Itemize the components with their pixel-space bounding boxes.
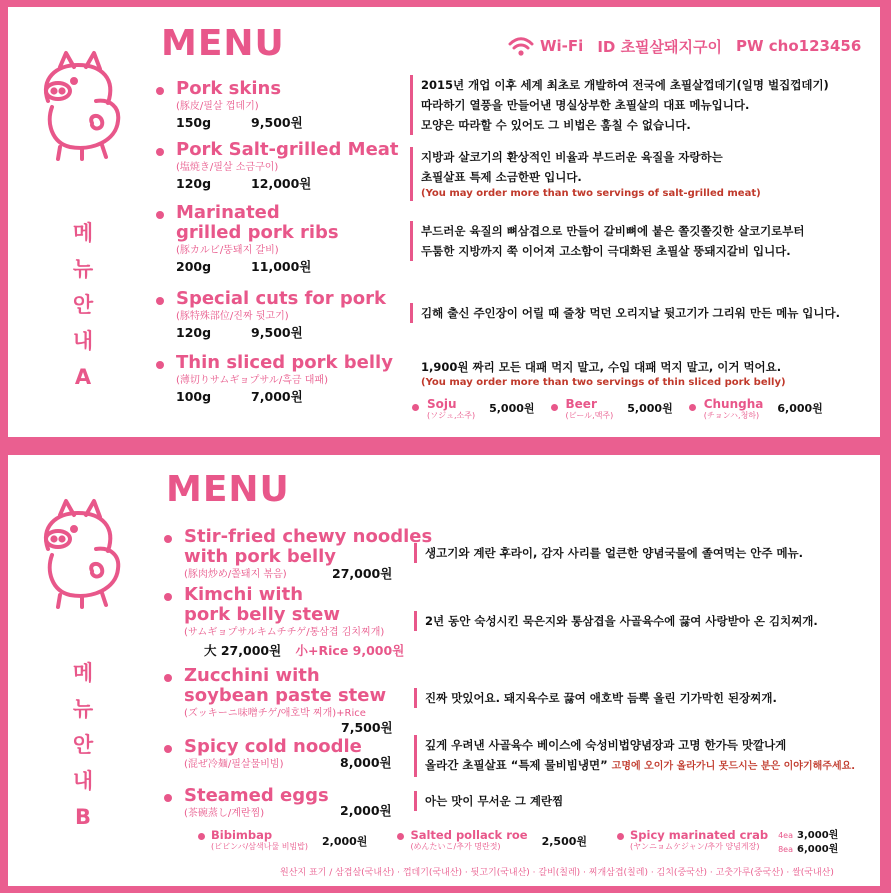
- vertical-label-b: 메 뉴 안 내 B: [72, 661, 94, 829]
- wifi-password: PW cho123456: [736, 37, 862, 55]
- item-price: 8,000원: [340, 755, 392, 770]
- item-subtitle: (塩焼き/필살 소금구이): [176, 162, 279, 173]
- item-name-line2: with pork belly: [184, 546, 337, 567]
- item-description: 부드러운 육질의 뼈삼겹으로 만들어 갈비뼈에 붙은 쫄깃쫄깃한 살코기로부터 두툼한 지방까지 쭉 이어져 고소함이 극대화된 초필살 뚱돼지갈비 입니다.: [410, 221, 805, 261]
- item-name-line2: pork belly stew: [184, 604, 340, 625]
- drink-item: Chungha (チョンハ,청하) 6,000원: [689, 398, 823, 421]
- bullet-icon: [164, 674, 172, 682]
- drink-item: Beer (ビール,맥주) 5,000원: [551, 398, 673, 421]
- menu-title: MENU: [166, 469, 290, 510]
- menu-item-thin-belly: [156, 353, 393, 405]
- item-description: 진짜 맛있어요. 돼지육수로 끓여 애호박 듬뿍 올린 기가막힌 된장찌개.: [414, 688, 777, 708]
- wifi-id: ID 초필살돼지구이: [597, 37, 722, 56]
- item-subtitle: (豚肉炒め/쫄돼지 볶음): [184, 569, 287, 580]
- item-description: 김해 출신 주인장이 어릴 때 줄창 먹던 오리지날 뒷고기가 그리워 만든 메뉴 입니다.: [410, 303, 840, 323]
- item-price: 27,000원: [332, 566, 393, 581]
- menu-item-spicy-cold-noodle: [164, 737, 362, 772]
- bullet-icon: [551, 404, 558, 411]
- item-name: Pork Salt-grilled Meat: [176, 139, 399, 160]
- item-description: 2년 동안 숙성시킨 묵은지와 통삼겹을 사골육수에 끓여 사랑받아 온 김치찌개.: [414, 611, 818, 631]
- item-subtitle: (ズッキーニ味噌チゲ/애호박 찌개)+Rice: [184, 708, 366, 719]
- drink-item: Soju (ソジュ,소주) 5,000원: [412, 398, 535, 421]
- item-price: 100g 7,000원: [176, 389, 303, 404]
- drinks-list: [412, 398, 823, 421]
- menu-title: MENU: [161, 23, 285, 64]
- bullet-icon: [156, 148, 164, 156]
- item-price: 7,500원: [341, 720, 393, 735]
- item-subtitle: (サムギョプサルキムチチゲ/통삼겹 김치찌개): [184, 627, 385, 638]
- item-price: 120g 12,000원: [176, 176, 312, 191]
- item-subtitle: (薄切りサムギョプサル/흑금 대패): [176, 375, 328, 386]
- wifi-info: [508, 35, 861, 57]
- item-name: Thin sliced pork belly: [176, 352, 393, 373]
- item-price: 150g 9,500원: [176, 115, 303, 130]
- item-name: Steamed eggs: [184, 785, 329, 806]
- item-subtitle: (豚特殊部位/진짜 뒷고기): [176, 311, 289, 322]
- menu-item-pork-ribs: [156, 203, 339, 275]
- item-name: Kimchi with: [184, 584, 304, 605]
- side-item: Bibimbap (ビビンバ/삼색나물 비빔밥) 2,000원: [198, 829, 367, 857]
- item-price: 200g 11,000원: [176, 259, 312, 274]
- item-description: 생고기와 계란 후라이, 감자 사리를 얼큰한 양념국물에 졸여먹는 안주 메뉴.: [414, 543, 803, 563]
- item-name: Stir-fried chewy noodles: [184, 526, 433, 547]
- origin-notice: 원산지 표기 / 삼겹살(국내산) · 껍데기(국내산) · 뒷고기(국내산) · 갈비(칠레) · 찌개삼겹(칠레) · 김치(중국산) · 고춧가루(중국산) · 쌀(국내산): [280, 868, 834, 878]
- item-name: Pork skins: [176, 78, 282, 99]
- menu-panel-a: [8, 7, 880, 437]
- drink-price: 5,000원: [627, 402, 673, 415]
- item-subtitle: (豚皮/필살 껍데기): [176, 101, 259, 112]
- pig-logo-icon: [30, 49, 130, 161]
- bullet-icon: [164, 794, 172, 802]
- item-subtitle: (茶碗蒸し/계란찜): [184, 808, 265, 819]
- menu-item-zucchini-stew: [164, 666, 386, 721]
- bullet-icon: [164, 745, 172, 753]
- item-price: 2,000원: [340, 803, 392, 818]
- item-price: 120g 9,500원: [176, 325, 303, 340]
- bullet-icon: [156, 361, 164, 369]
- item-description: 지방과 살코기의 환상적인 비율과 부드러운 육질을 자랑하는 초필살표 특제 소금한판 입니다. (You may order more than two servings of salt-grilled meat): [410, 147, 761, 201]
- item-subtitle: (混ぜ冷麺/필살물비빔): [184, 759, 284, 770]
- bullet-icon: [164, 593, 172, 601]
- vertical-label-a: 메 뉴 안 내 A: [72, 221, 94, 389]
- bullet-icon: [164, 535, 172, 543]
- menu-item-salt-grilled: [156, 140, 399, 192]
- item-description: 아는 맛이 무서운 그 계란찜: [414, 791, 563, 811]
- menu-item-kimchi-stew: [164, 585, 384, 640]
- bullet-icon: [689, 404, 696, 411]
- bullet-icon: [397, 833, 404, 840]
- bullet-icon: [198, 833, 205, 840]
- drink-price: 6,000원: [777, 402, 823, 415]
- drink-price: 5,000원: [489, 402, 535, 415]
- bullet-icon: [156, 297, 164, 305]
- bullet-icon: [156, 87, 164, 95]
- item-name: Marinated: [176, 202, 280, 223]
- menu-item-special-cuts: [156, 289, 386, 341]
- bullet-icon: [617, 833, 624, 840]
- item-description: 2015년 개업 이후 세계 최초로 개발하여 전국에 초필살껍데기(일명 벌집껍데기) 따라하기 열풍을 만들어낸 명실상부한 초필살의 대표 메뉴입니다. 모양은 따라할 수 있어도 그 비법은 훔칠 수 없습니다.: [410, 75, 829, 135]
- item-subtitle: (豚カルビ/뚱돼지 갈비): [176, 245, 279, 256]
- item-name-line2: grilled pork ribs: [176, 222, 339, 243]
- side-price-options: 4ea 3,000원 8ea 6,000원: [778, 830, 839, 855]
- menu-item-steamed-eggs: [164, 786, 329, 821]
- item-name: Spicy cold noodle: [184, 736, 362, 757]
- pig-logo-icon: [30, 497, 130, 609]
- wifi-icon: [508, 35, 534, 57]
- menu-item-pork-skins: [156, 79, 303, 131]
- bullet-icon: [156, 211, 164, 219]
- item-description: 1,900원 짜리 모든 대패 먹지 말고, 수입 대패 먹지 말고, 이거 먹어요. (You may order more than two servings of thin sliced pork belly): [421, 360, 786, 388]
- item-name-line2: soybean paste stew: [184, 685, 387, 706]
- bullet-icon: [412, 404, 419, 411]
- item-name: Special cuts for pork: [176, 288, 386, 309]
- menu-panel-b: [8, 455, 880, 886]
- item-description: 깊게 우려낸 사골육수 베이스에 숙성비법양념장과 고명 한가득 맛깔나게 올라간 초필살표 “특제 물비빔냉면” 고명에 오이가 올라가니 못드시는 분은 이야기해주세요.: [414, 735, 855, 777]
- side-item: Salted pollack roe (めんたいこ/추가 명란젓) 2,500원: [397, 829, 587, 857]
- item-name: Zucchini with: [184, 665, 320, 686]
- item-price: 大 27,000원 小+Rice 9,000원: [204, 643, 405, 658]
- side-price: 2,500원: [541, 835, 587, 848]
- side-dishes-list: [198, 829, 838, 857]
- side-item: Spicy marinated crab (ヤンニョムケジャン/추가 양념게장) 4ea 3,000원 8ea 6,000원: [617, 829, 838, 857]
- side-price: 2,000원: [322, 835, 368, 848]
- wifi-label: Wi-Fi: [540, 37, 584, 55]
